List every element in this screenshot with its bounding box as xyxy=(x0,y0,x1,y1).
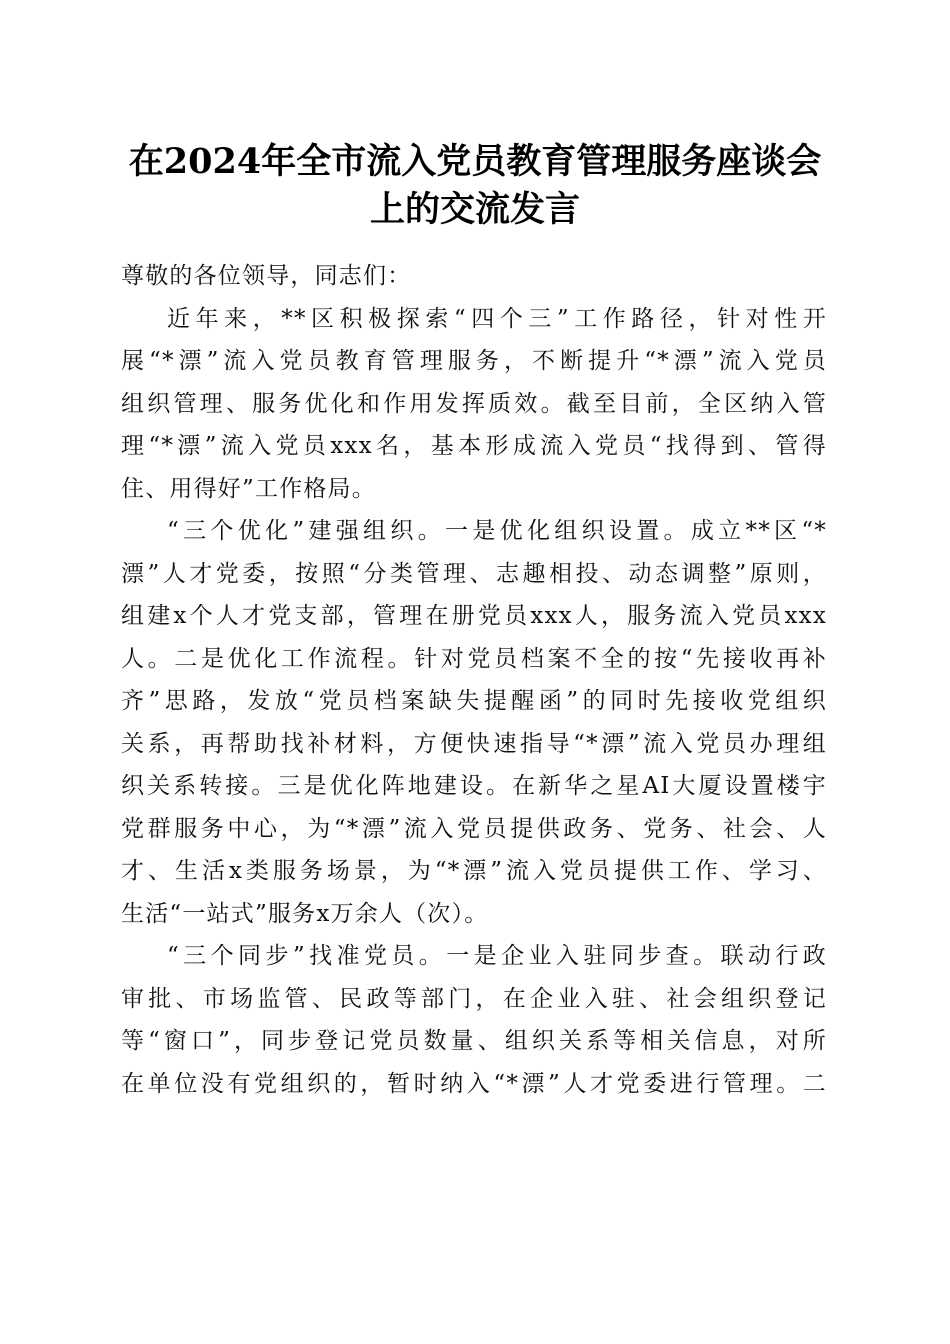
body-line: 党群服务中心，为“*漂”流入党员提供政务、党务、社会、人 xyxy=(121,815,827,842)
body-line: 织关系转接。三是优化阵地建设。在新华之星AI大厦设置楼宇 xyxy=(121,773,827,799)
title-line-1: 在2024年全市流入党员教育管理服务座谈会 xyxy=(128,141,822,182)
body-line: 关系，再帮助找补材料，方便快速指导“*漂”流入党员办理组 xyxy=(121,730,827,757)
body-line: 住、用得好”工作格局。 xyxy=(121,475,376,502)
body-line: 审批、市场监管、民政等部门，在企业入驻、社会组织登记 xyxy=(121,985,827,1012)
body-line: 等“窗口”，同步登记党员数量、组织关系等相关信息，对所 xyxy=(121,1028,827,1054)
body-line: 齐”思路，发放“党员档案缺失提醒函”的同时先接收党组织 xyxy=(121,688,827,714)
body-line: “三个同步”找准党员。一是企业入驻同步查。联动行政 xyxy=(167,943,827,969)
body-line: 漂”人才党委，按照“分类管理、志趣相投、动态调整”原则， xyxy=(121,560,827,587)
body-line: 人。二是优化工作流程。针对党员档案不全的按“先接收再补 xyxy=(121,645,827,672)
greeting: 尊敬的各位领导，同志们： xyxy=(121,263,412,289)
document-title xyxy=(110,138,840,234)
document-body xyxy=(121,255,827,1105)
title-line-2: 上的交流发言 xyxy=(369,189,580,230)
body-line: 展“*漂”流入党员教育管理服务，不断提升“*漂”流入党员 xyxy=(121,348,827,374)
body-lines xyxy=(121,298,827,1106)
body-line: 生活“一站式”服务x万余人（次）。 xyxy=(121,900,489,927)
body-line: 组建x个人才党支部，管理在册党员xxx人，服务流入党员xxx xyxy=(121,603,827,629)
body-line: “三个优化”建强组织。一是优化组织设置。成立**区“* xyxy=(167,518,827,544)
body-line: 组织管理、服务优化和作用发挥质效。截至目前，全区纳入管 xyxy=(121,390,827,417)
body-line: 理“*漂”流入党员xxx名，基本形成流入党员“找得到、管得 xyxy=(121,433,827,459)
body-line: 近年来，**区积极探索“四个三”工作路径，针对性开 xyxy=(167,305,827,332)
body-line: 才、生活x类服务场景，为“*漂”流入党员提供工作、学习、 xyxy=(121,858,827,884)
body-line: 在单位没有党组织的，暂时纳入“*漂”人才党委进行管理。二 xyxy=(121,1070,827,1097)
